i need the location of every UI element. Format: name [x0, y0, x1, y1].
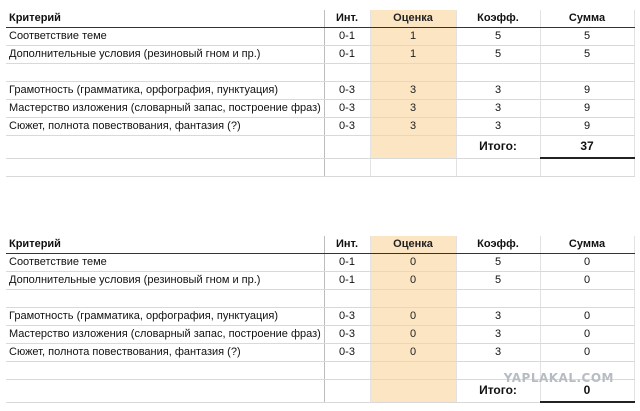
cell-empty[interactable]	[324, 380, 370, 403]
cell-empty[interactable]	[6, 380, 324, 403]
cell-criterion[interactable]: Сюжет, полнота повествования, фантазия (?)	[6, 344, 324, 362]
cell-coef[interactable]: 3	[456, 100, 540, 118]
table-header-row	[6, 236, 634, 254]
cell-empty[interactable]	[370, 136, 456, 159]
cell-coef[interactable]: 3	[456, 118, 540, 136]
table-row-empty	[6, 290, 634, 308]
cell-criterion[interactable]: Грамотность (грамматика, орфография, пунктуация)	[6, 308, 324, 326]
header-sum[interactable]: Сумма	[540, 10, 634, 28]
cell-empty[interactable]	[540, 64, 634, 82]
cell-range[interactable]: 0-1	[324, 272, 370, 290]
cell-empty[interactable]	[370, 64, 456, 82]
cell-coef[interactable]: 3	[456, 308, 540, 326]
cell-range[interactable]: 0-1	[324, 28, 370, 46]
total-value[interactable]: 37	[540, 136, 634, 159]
watermark-logo: YAPLAKAL.COM	[503, 371, 614, 385]
cell-sum[interactable]: 9	[540, 82, 634, 100]
table-row-empty	[6, 64, 634, 82]
cell-empty[interactable]	[370, 380, 456, 403]
table-row	[6, 82, 634, 100]
cell-empty[interactable]	[6, 158, 324, 177]
table-row-empty	[6, 158, 634, 177]
cell-range[interactable]: 0-3	[324, 344, 370, 362]
total-row	[6, 136, 634, 159]
cell-empty[interactable]	[540, 158, 634, 177]
cell-score[interactable]: 0	[370, 308, 456, 326]
cell-range[interactable]: 0-1	[324, 254, 370, 272]
cell-range[interactable]: 0-3	[324, 100, 370, 118]
cell-empty[interactable]	[324, 362, 370, 380]
cell-score[interactable]: 0	[370, 344, 456, 362]
cell-coef[interactable]: 5	[456, 254, 540, 272]
cell-empty[interactable]	[324, 290, 370, 308]
cell-empty[interactable]	[6, 290, 324, 308]
cell-criterion[interactable]: Дополнительные условия (резиновый гном и пр.)	[6, 46, 324, 64]
cell-sum[interactable]: 0	[540, 254, 634, 272]
cell-range[interactable]: 0-3	[324, 82, 370, 100]
header-coef[interactable]: Коэфф.	[456, 236, 540, 254]
header-range[interactable]: Инт.	[324, 236, 370, 254]
cell-empty[interactable]	[6, 362, 324, 380]
cell-coef[interactable]: 5	[456, 46, 540, 64]
total-label[interactable]: Итого:	[456, 136, 540, 159]
table-row	[6, 100, 634, 118]
header-score[interactable]: Оценка	[370, 236, 456, 254]
table-row	[6, 118, 634, 136]
cell-score[interactable]: 1	[370, 28, 456, 46]
cell-coef[interactable]: 3	[456, 326, 540, 344]
cell-sum[interactable]: 5	[540, 28, 634, 46]
table-row	[6, 272, 634, 290]
cell-range[interactable]: 0-1	[324, 46, 370, 64]
cell-criterion[interactable]: Мастерство изложения (словарный запас, построение фраз)	[6, 100, 324, 118]
cell-criterion[interactable]: Дополнительные условия (резиновый гном и пр.)	[6, 272, 324, 290]
cell-empty[interactable]	[324, 158, 370, 177]
header-criterion[interactable]: Критерий	[6, 236, 324, 254]
cell-sum[interactable]: 9	[540, 100, 634, 118]
cell-score[interactable]: 1	[370, 46, 456, 64]
cell-range[interactable]: 0-3	[324, 308, 370, 326]
table-row	[6, 254, 634, 272]
cell-score[interactable]: 3	[370, 82, 456, 100]
cell-range[interactable]: 0-3	[324, 326, 370, 344]
cell-criterion[interactable]: Грамотность (грамматика, орфография, пунктуация)	[6, 82, 324, 100]
cell-sum[interactable]: 0	[540, 326, 634, 344]
cell-empty[interactable]	[456, 290, 540, 308]
cell-sum[interactable]: 0	[540, 272, 634, 290]
cell-score[interactable]: 0	[370, 272, 456, 290]
cell-coef[interactable]: 5	[456, 272, 540, 290]
cell-empty[interactable]	[540, 290, 634, 308]
cell-criterion[interactable]: Соответствие теме	[6, 254, 324, 272]
cell-score[interactable]: 0	[370, 254, 456, 272]
cell-sum[interactable]: 5	[540, 46, 634, 64]
header-range[interactable]: Инт.	[324, 10, 370, 28]
cell-empty[interactable]	[324, 136, 370, 159]
table-row	[6, 46, 634, 64]
cell-empty[interactable]	[6, 136, 324, 159]
cell-empty[interactable]	[370, 158, 456, 177]
cell-empty[interactable]	[456, 158, 540, 177]
cell-coef[interactable]: 3	[456, 344, 540, 362]
table-row	[6, 308, 634, 326]
cell-score[interactable]: 3	[370, 118, 456, 136]
header-criterion[interactable]: Критерий	[6, 10, 324, 28]
cell-empty[interactable]	[370, 362, 456, 380]
cell-score[interactable]: 3	[370, 100, 456, 118]
table-header-row	[6, 10, 634, 28]
cell-coef[interactable]: 3	[456, 82, 540, 100]
cell-sum[interactable]: 0	[540, 344, 634, 362]
cell-empty[interactable]	[324, 64, 370, 82]
cell-criterion[interactable]: Соответствие теме	[6, 28, 324, 46]
cell-criterion[interactable]: Сюжет, полнота повествования, фантазия (?)	[6, 118, 324, 136]
cell-range[interactable]: 0-3	[324, 118, 370, 136]
score-table-1	[6, 10, 635, 177]
cell-empty[interactable]	[6, 64, 324, 82]
table-row	[6, 326, 634, 344]
table-row	[6, 344, 634, 362]
cell-criterion[interactable]: Мастерство изложения (словарный запас, построение фраз)	[6, 326, 324, 344]
header-sum[interactable]: Сумма	[540, 236, 634, 254]
cell-coef[interactable]: 5	[456, 28, 540, 46]
cell-sum[interactable]: 9	[540, 118, 634, 136]
total-label[interactable]: Итого:	[456, 380, 540, 403]
header-score[interactable]: Оценка	[370, 10, 456, 28]
cell-empty[interactable]	[370, 290, 456, 308]
table-row	[6, 28, 634, 46]
cell-score[interactable]: 0	[370, 326, 456, 344]
cell-empty[interactable]	[456, 64, 540, 82]
header-coef[interactable]: Коэфф.	[456, 10, 540, 28]
cell-sum[interactable]: 0	[540, 308, 634, 326]
total-value[interactable]: 0	[540, 380, 634, 403]
